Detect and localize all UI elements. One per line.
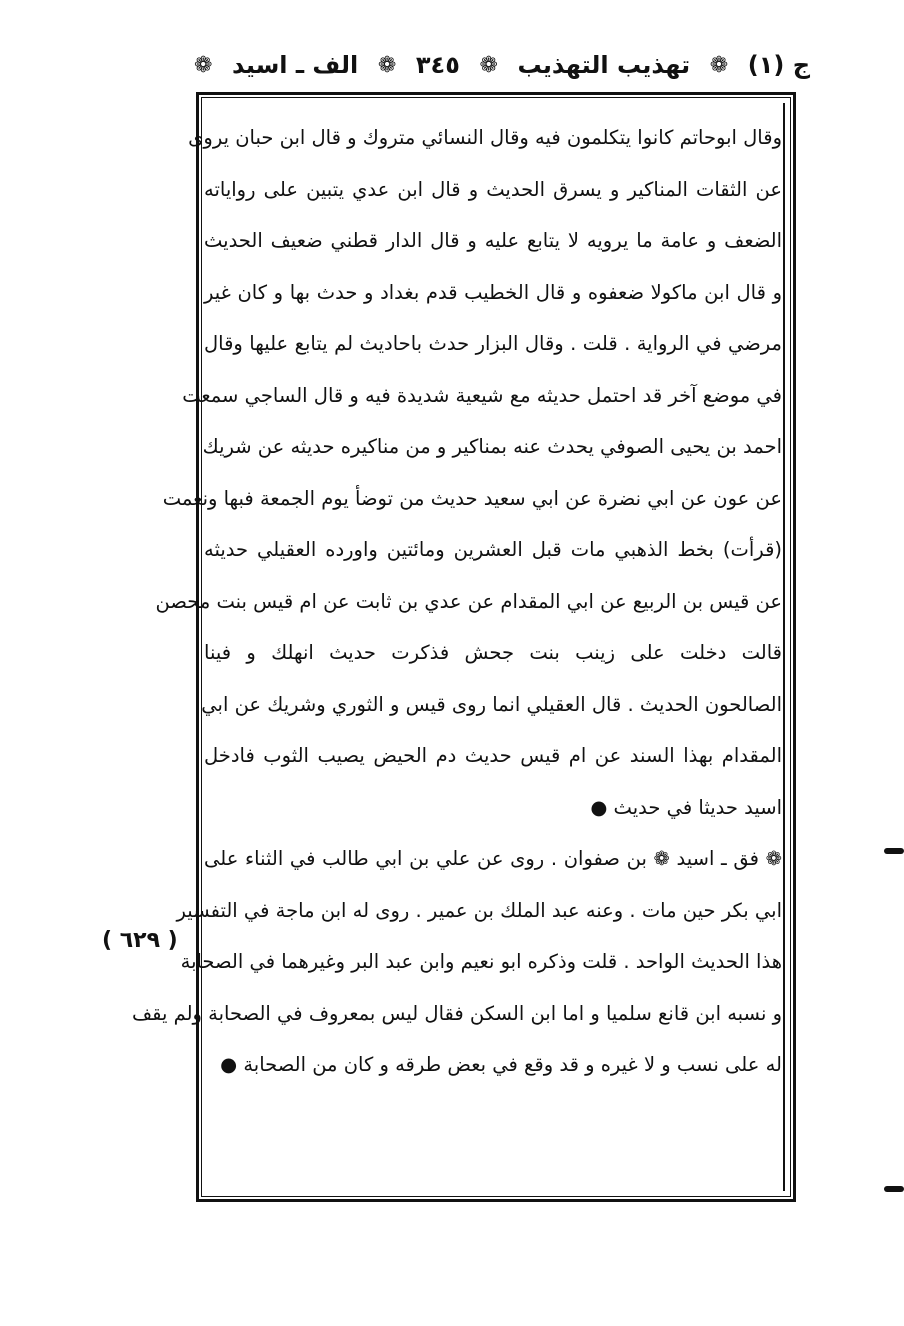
text-line: الصالحون الحديث . قال العقيلي انما روى قيس و الثوري وشريك عن ابي <box>201 692 782 716</box>
text-line: قالت دخلت على زينب بنت جحش فذكرت حديث انهلك و فينا <box>204 641 782 664</box>
text-line: عن الثقات المناكير و يسرق الحديث و قال ابن عدي يتبين على رواياته <box>204 177 782 201</box>
text-line: ابي بكر حين مات . وعنه عبد الملك بن عمير . روى له ابن ماجة في التفسير <box>176 898 782 922</box>
text-line: مرضي في الرواية . قلت . وقال البزار حدث باحاديث لم يتابع عليها وقال <box>204 332 782 355</box>
text-line: هذا الحديث الواحد . قلت وذكره ابو نعيم وابن عبد البر وغيرهما في الصحابة <box>180 950 782 973</box>
page-header <box>190 42 810 88</box>
entry-number: ( ٦٢٩ ) <box>102 928 178 953</box>
ornament-icon: ❁ <box>709 52 729 78</box>
frame-rule <box>783 103 785 1191</box>
text-line: له على نسب و لا غيره و قد وقع في بعض طرقه و كان من الصحابة ● <box>220 1053 782 1076</box>
ornament-icon: ❁ <box>377 52 397 78</box>
text-line: و نسبه ابن قانع سلميا و اما ابن السكن فقال ليس بمعروف في الصحابة ولم يقف <box>131 1001 782 1025</box>
ornament-icon: ❁ <box>479 52 498 78</box>
entry-heading-line: ❁ فق ـ اسيد ❁ بن صفوان . روى عن علي بن ابي طالب في الثناء على <box>204 847 782 870</box>
text-line: المقدام بهذا السند عن ام قيس حديث دم الحيض يصيب الثوب فادخل <box>204 744 782 767</box>
text-line: و قال ابن ماكولا ضعفوه و قال الخطيب قدم بغداد و حدث بها و كان غير <box>204 280 782 304</box>
text-line: (قرأت) بخط الذهبي مات قبل العشرين ومائتين واورده العقيلي حديثه <box>204 538 782 561</box>
text-line: في موضع آخر قد احتمل حديثه مع شيعية شديدة فيه و قال الساجي سمعت <box>182 383 782 407</box>
margin-mark <box>884 1186 904 1192</box>
text-line: وقال ابوحاتم كانوا يتكلمون فيه وقال النسائي متروك و قال ابن حبان يروى <box>188 126 782 149</box>
text-line: عن قيس بن الربيع عن ابي المقدام عن عدي بن ثابت عن ام قيس بنت محصن <box>155 589 782 613</box>
page-number: ٣٤٥ <box>415 51 460 79</box>
text-line: عن عون عن ابي نضرة عن ابي سعيد حديث من توضأ يوم الجمعة فبها ونعمت <box>162 486 782 510</box>
ornament-icon: ❁ <box>194 52 213 78</box>
margin-mark <box>884 848 904 854</box>
book-title: تهذيب التهذيب <box>517 51 691 79</box>
text-line: الضعف و عامة ما يرويه لا يتابع عليه و قال الدار قطني ضعيف الحديث <box>204 229 782 252</box>
section-label: الف ـ اسيد <box>232 51 359 79</box>
text-line: اسيد حديثا في حديث ● <box>590 795 782 819</box>
text-line: احمد بن يحيى الصوفي يحدث عنه بمناكير و من مناكيره حديثه عن شريك <box>202 435 782 458</box>
volume-label: ج (١) <box>747 51 810 79</box>
